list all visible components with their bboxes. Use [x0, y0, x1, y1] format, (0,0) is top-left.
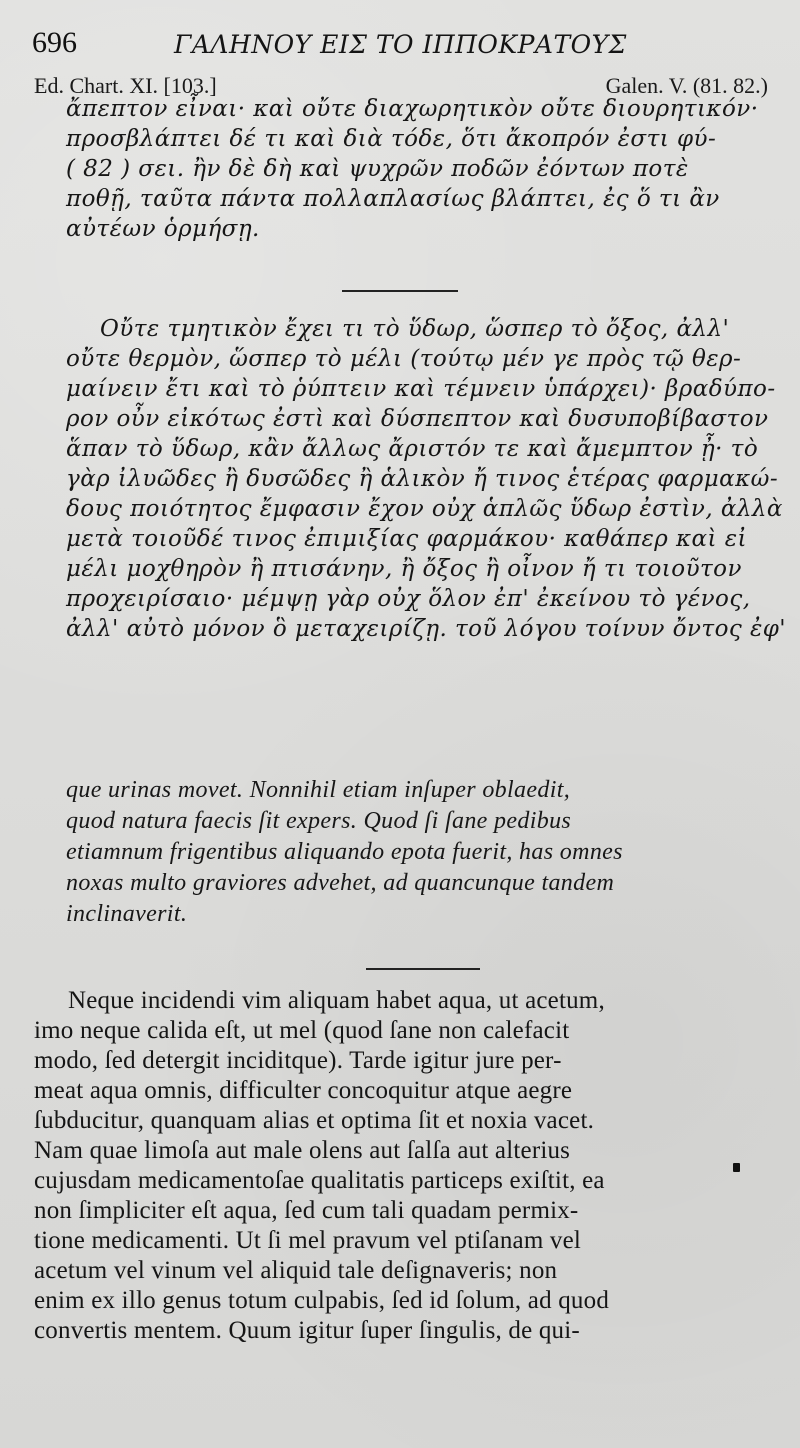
text-line: μαίνειν ἔτι καὶ τὸ ῥύπτειν καὶ τέμνειν ὑπάρχει)· βραδύπο-	[66, 376, 776, 402]
text-line: noxas multo graviores advehet, ad quancunque tandem	[66, 870, 615, 896]
text-line: ἀλλ' αὐτὸ μόνον ὃ μεταχειρίζῃ. τοῦ λόγου τοίνυν ὄντος ἐφ'	[66, 616, 787, 642]
text-line: Nam quae limoſa aut male olens aut ſalſa aut alterius	[34, 1137, 571, 1164]
text-line: ἄπεπτον εἶναι· καὶ οὔτε διαχωρητικὸν οὔτε διουρητικόν·	[66, 96, 759, 122]
greek-paragraph-opening	[66, 94, 764, 244]
page-number: 696	[32, 26, 77, 59]
text-line: convertis mentem. Quum igitur ſuper ſingulis, de qui-	[34, 1317, 580, 1344]
text-line: quod natura faecis ſit expers. Quod ſi ſane pedibus	[66, 808, 572, 834]
text-line: etiamnum frigentibus aliquando epota fuerit, has omnes	[66, 839, 623, 865]
greek-paragraph-main	[66, 314, 787, 644]
text-line: Οὔτε τμητικὸν ἔχει τι τὸ ὕδωρ, ὥσπερ τὸ ὄξος, ἀλλ'	[100, 316, 730, 342]
text-line: μέλι μοχθηρὸν ἢ πτισάνην, ἢ ὄξος ἢ οἶνον ἤ τι τοιοῦτον	[66, 556, 742, 582]
text-line: προσβλάπτει δέ τι καὶ διὰ τόδε, ὅτι ἄκοπρόν ἐστι φύ-	[66, 126, 717, 152]
text-line: δους ποιότητος ἔμφασιν ἔχον οὐχ ἁπλῶς ὕδωρ ἐστὶν, ἀλλὰ	[66, 496, 783, 522]
text-line: que urinas movet. Nonnihil etiam inſuper oblaedit,	[66, 777, 571, 803]
text-line: γὰρ ἰλυῶδες ἢ δυσῶδες ἢ ἁλικὸν ἤ τινος ἑτέρας φαρμακώ-	[66, 466, 779, 492]
text-line: inclinaverit.	[66, 901, 188, 927]
text-line: acetum vel vinum vel aliquid tale deſignaveris; non	[34, 1257, 558, 1284]
text-line: ( 82 ) σει. ἢν δὲ δὴ καὶ ψυχρῶν ποδῶν ἐόντων ποτὲ	[66, 156, 689, 182]
page-header	[32, 22, 768, 104]
text-line: Neque incidendi vim aliquam habet aqua, ut acetum,	[68, 987, 605, 1014]
text-line: enim ex illo genus totum culpabis, ſed id ſolum, ad quod	[34, 1287, 610, 1314]
right-edition-reference: Galen. V. (81. 82.)	[605, 73, 768, 98]
text-line: αὐτέων ὁρμήσῃ.	[66, 216, 260, 242]
section-divider	[342, 290, 458, 292]
text-line: προχειρίσαιο· μέμψῃ γὰρ οὐχ ὅλον ἐπ' ἐκείνου τὸ γένος,	[66, 586, 751, 612]
left-edition-reference: Ed. Chart. XI. [103.]	[34, 73, 217, 98]
running-head: ΓΑΛΗΝΟΥ ΕΙΣ ΤΟ ΙΠΠΟΚΡΑΤΟΥΣ	[174, 30, 627, 59]
text-line: μετὰ τοιοῦδέ τινος ἐπιμιξίας φαρμάκου· καθάπερ καὶ εἰ	[66, 526, 748, 552]
text-line: cujusdam medicamentoſae qualitatis particeps exiſtit, ea	[34, 1167, 605, 1194]
text-line: ἅπαν τὸ ὕδωρ, κἂν ἄλλως ἄριστόν τε καὶ ἄμεμπτον ᾖ· τὸ	[66, 436, 759, 462]
section-divider	[366, 968, 480, 970]
text-line: tione medicamenti. Ut ſi mel pravum vel ptiſanam vel	[34, 1227, 582, 1254]
text-line: imo neque calida eſt, ut mel (quod ſane non calefacit	[34, 1017, 570, 1044]
text-line: meat aqua omnis, difficulter concoquitur atque aegre	[34, 1077, 573, 1104]
text-line: ρον οὖν εἰκότως ἐστὶ καὶ δύσπεπτον καὶ δυσυποβίβαστον	[66, 406, 769, 432]
latin-italic-paragraph	[66, 775, 764, 930]
text-line: ſubducitur, quanquam alias et optima ſit et noxia vacet.	[34, 1107, 595, 1134]
text-line: ποθῇ, ταῦτα πάντα πολλαπλασίως βλάπτει, ἐς ὅ τι ἂν	[66, 186, 720, 212]
text-line: non ſimpliciter eſt aqua, ſed cum tali quadam permix-	[34, 1197, 579, 1224]
text-line: οὔτε θερμὸν, ὥσπερ τὸ μέλι (τούτῳ μέν γε πρὸς τῷ θερ-	[66, 346, 742, 372]
latin-roman-paragraph	[34, 986, 766, 1346]
text-line: modo, ſed detergit inciditque). Tarde igitur jure per-	[34, 1047, 562, 1074]
ink-mark	[733, 1163, 740, 1172]
